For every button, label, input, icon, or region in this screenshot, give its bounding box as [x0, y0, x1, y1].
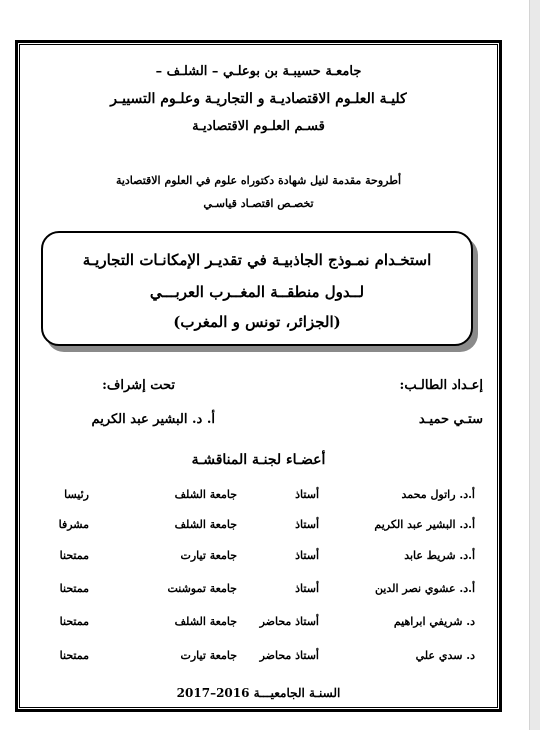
member-university: جامعة الشلف: [174, 615, 237, 628]
inner-border: [19, 44, 498, 708]
member-name: أ.د. عشوي نصر الدين: [374, 582, 475, 595]
member-rank: أستاذ: [295, 549, 319, 562]
thesis-title-box: [41, 231, 473, 346]
member-university: جامعة الشلف: [174, 488, 237, 501]
thesis-title-line-1: استخـدام نمـوذج الجاذبيـة في تقديـر الإمكانـات التجاريـة: [82, 251, 432, 269]
member-role: ممتحنا: [59, 549, 89, 562]
table-row: [20, 518, 497, 538]
member-university: جامعة تيارت: [180, 549, 237, 562]
department-name: قسـم العلـوم الاقتصاديـة: [192, 119, 325, 134]
member-university: جامعة تيارت: [180, 649, 237, 662]
academic-year: السنـة الجامعيـــة 2016–2017: [176, 686, 341, 700]
member-rank: أستاذ: [295, 518, 319, 531]
member-name: د. شريفي ابراهيم: [393, 615, 475, 628]
viewer-scrollbar[interactable]: [529, 0, 540, 730]
table-row: [20, 582, 497, 602]
member-rank: أستاذ محاضر: [259, 649, 319, 662]
thesis-type: أطروحة مقدمة لنيل شهادة دكتوراه علوم في العلوم الاقتصادية: [115, 174, 402, 187]
member-name: أ.د. البشير عبد الكريم: [374, 518, 475, 531]
thesis-specialty: تخصـص اقتصـاد قياسـي: [203, 197, 314, 210]
member-university: جامعة الشلف: [174, 518, 237, 531]
member-role: ممتحنا: [59, 649, 89, 662]
table-row: [20, 549, 497, 569]
table-row: [20, 649, 497, 669]
thesis-title-line-3: (الجزائر، تونس و المغرب): [173, 313, 341, 331]
member-rank: أستاذ محاضر: [259, 615, 319, 628]
member-role: ممتحنا: [59, 582, 89, 595]
member-role: رئيسا: [64, 488, 89, 501]
member-name: د. سدي علي: [415, 649, 475, 662]
member-role: ممتحنا: [59, 615, 89, 628]
table-row: [20, 488, 497, 508]
student-label: إعـداد الطالـب:: [399, 378, 483, 393]
member-rank: أستاذ: [295, 488, 319, 501]
member-university: جامعة تموشنت: [167, 582, 237, 595]
supervisor-label: تحت إشراف:: [102, 378, 175, 393]
table-row: [20, 615, 497, 635]
committee-heading: أعضـاء لجنـة المناقشـة: [191, 452, 326, 468]
student-name: ستـي حميـد: [418, 412, 483, 427]
member-name: أ.د. شريط عابد: [404, 549, 475, 562]
university-name: جامعـة حسيبـة بن بوعلـي – الشلـف –: [155, 64, 362, 79]
member-role: مشرفا: [58, 518, 89, 531]
member-rank: أستاذ: [295, 582, 319, 595]
faculty-name: كليـة العلـوم الاقتصاديـة و التجاريـة وعلـوم التسييـر: [110, 91, 407, 107]
member-name: أ.د. راتول محمد: [401, 488, 475, 501]
thesis-title-line-2: لــدول منطقــة المغــرب العربـــي: [149, 283, 365, 301]
supervisor-name: أ. د. البشير عبد الكريم: [91, 412, 215, 427]
